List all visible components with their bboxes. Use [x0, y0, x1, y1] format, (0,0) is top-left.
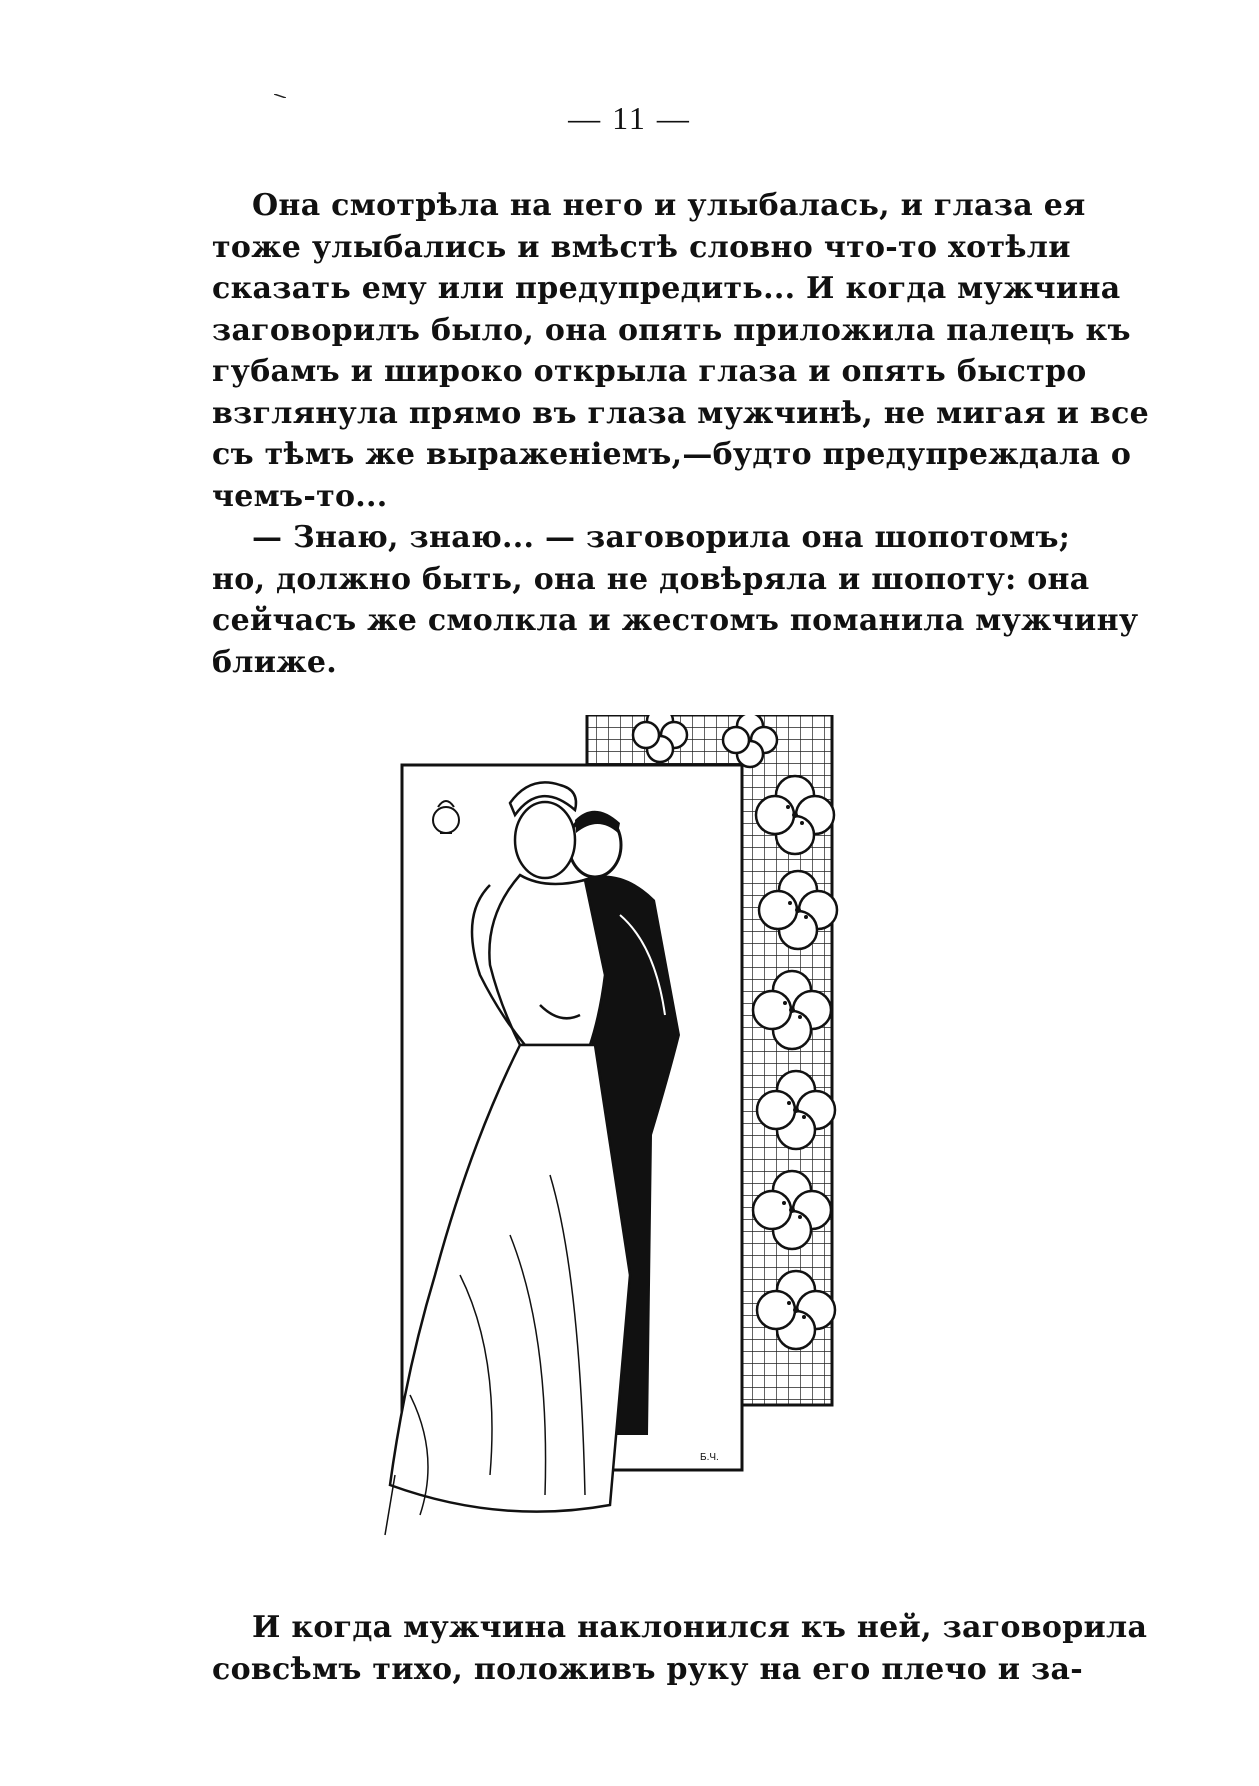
text-line: Она смотрѣла на него и улыбалась, и глаза ея — [252, 188, 1086, 223]
text-line: — Знаю, знаю... — заговорила она шопотомъ; — [252, 520, 1071, 555]
stray-ink-mark — [274, 94, 286, 98]
text-line: ближе. — [212, 644, 338, 680]
page-number: — 11 — — [568, 100, 691, 136]
bottom-text-block — [212, 1607, 1148, 1690]
paragraph-3 — [212, 1607, 1148, 1690]
text-line: но, должно быть, она не довѣряла и шопоту: она — [212, 561, 1090, 597]
text-line: губамъ и широко открыла глаза и опять быстро — [212, 354, 1087, 389]
text-line: совсѣмъ тихо, положивъ руку на его плечо и за- — [212, 1651, 1083, 1687]
paragraph-2 — [212, 517, 1139, 683]
artist-signature: Б.Ч. — [700, 1452, 719, 1463]
text-line: сказать ему или предупредить... И когда мужчина — [212, 271, 1121, 306]
text-line: взглянула прямо въ глаза мужчинѣ, не мигая и все — [212, 395, 1150, 431]
text-line: тоже улыбались и вмѣстѣ словно что-то хотѣли — [212, 229, 1071, 265]
text-line: заговорилъ было, она опять приложила палецъ къ — [212, 312, 1131, 348]
text-line: сейчасъ же смолкла и жестомъ поманила мужчину — [212, 603, 1139, 638]
text-line: съ тѣмъ же выраженіемъ,—будто предупреждала о — [212, 437, 1132, 472]
illustration-couple — [380, 715, 880, 1575]
paragraph-1 — [212, 185, 1150, 517]
top-text-block — [212, 185, 1150, 683]
text-line: чемъ-то... — [212, 478, 388, 514]
text-line: И когда мужчина наклонился къ ней, заговорила — [252, 1610, 1148, 1645]
